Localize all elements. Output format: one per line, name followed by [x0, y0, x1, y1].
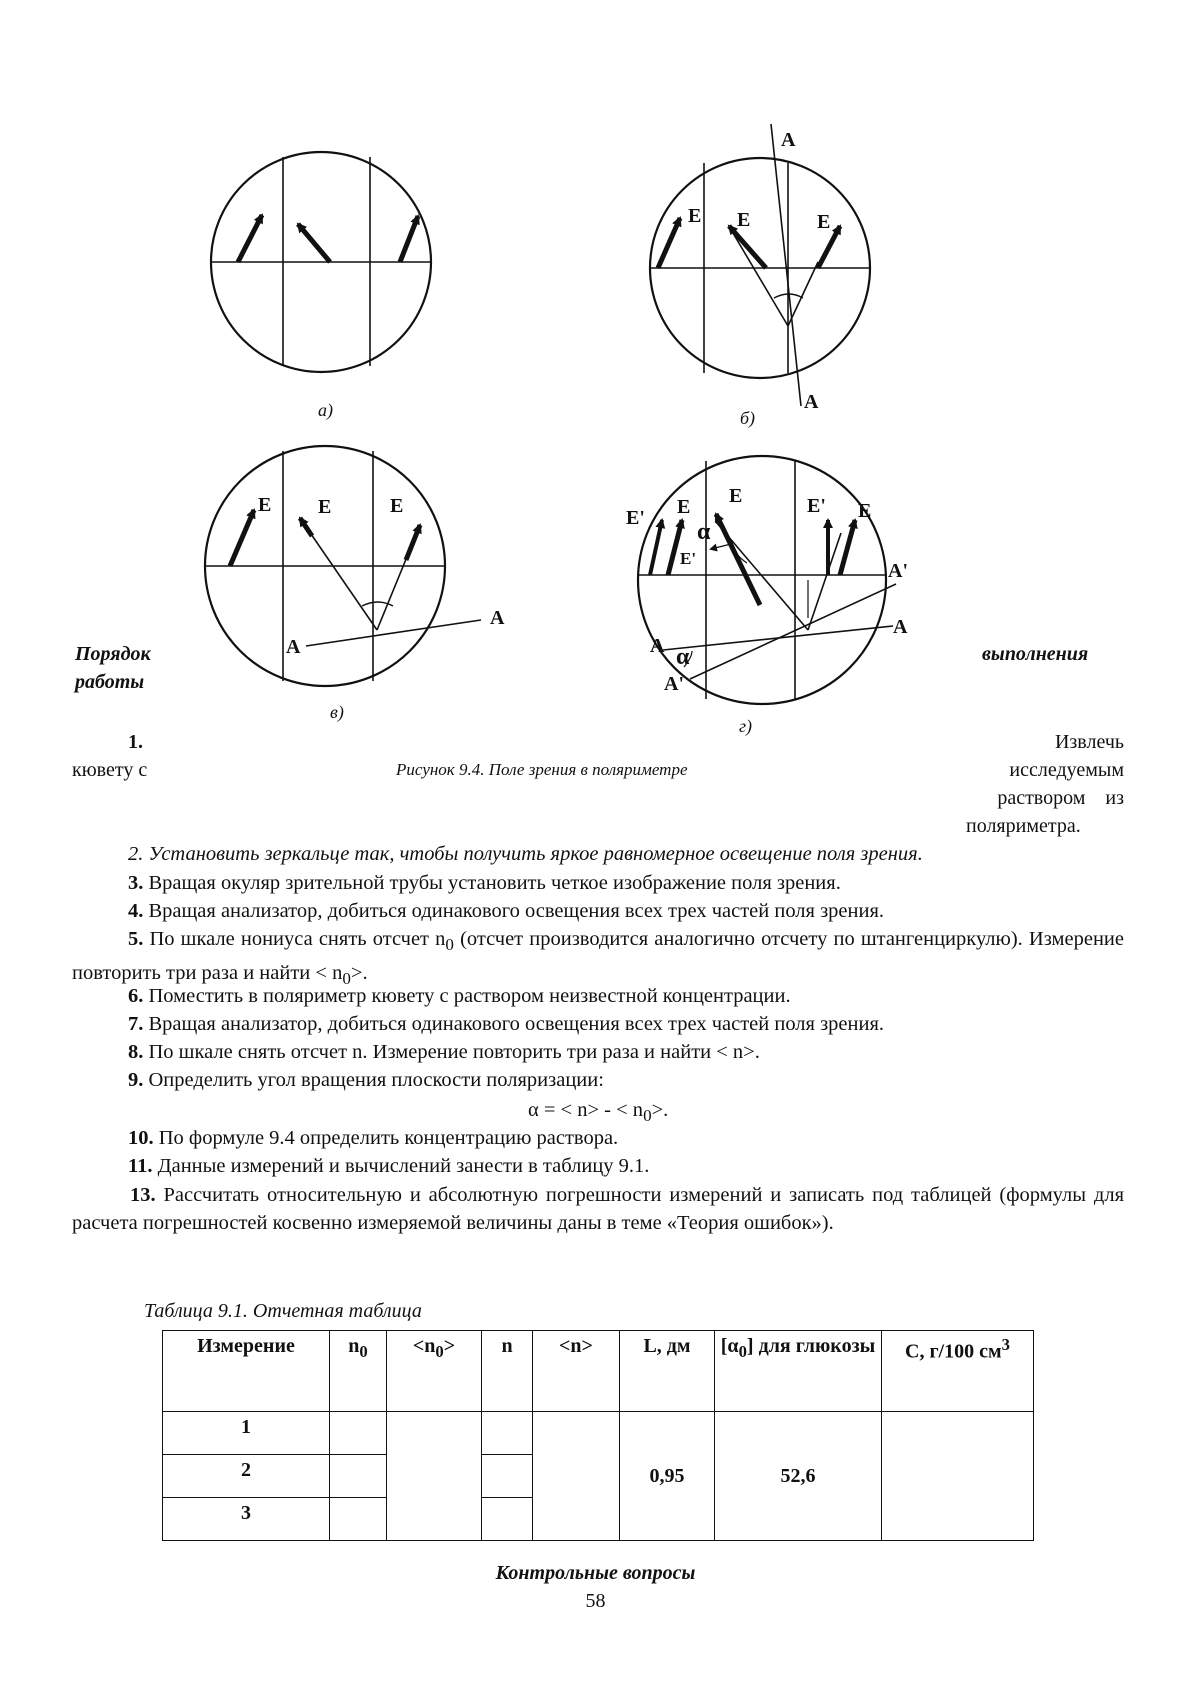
step2: 2. Установить зеркальце так, чтобы получить яркое равномерное освещение поля зрения.	[128, 843, 923, 865]
cell-n0-2	[330, 1455, 387, 1498]
fig-g-label-a-right: A	[893, 616, 908, 638]
fig-caption-g: г)	[739, 716, 753, 736]
cell-n-3	[482, 1498, 533, 1541]
report-table	[162, 1330, 1034, 1541]
cell-l: 0,95	[620, 1412, 715, 1541]
fig-v-label-e1: E	[258, 494, 272, 516]
header-mean-n: <n>	[533, 1331, 620, 1412]
fig-g-label-e3: E	[858, 500, 872, 522]
cell-mean-n	[533, 1412, 620, 1541]
panel-a	[211, 152, 431, 372]
step10: 10. По формуле 9.4 определить концентрацию раствора.	[128, 1127, 619, 1149]
formula-alpha: α = < n> - < $n_0>$.	[528, 1099, 669, 1126]
step1-left: кювету с	[72, 759, 148, 781]
fig-v-label-a-right: A	[490, 607, 505, 629]
fig-v-label-e2: E	[318, 496, 332, 518]
header-n: n	[482, 1331, 533, 1412]
step1-right-1: Извлечь	[1054, 731, 1124, 753]
header-alpha0: $[\alpha_0]$ для глюкозы	[715, 1331, 882, 1412]
step1-right-3: раствором из	[997, 787, 1124, 809]
step8: 8. По шкале снять отсчет n. Измерение повторить три раза и найти < n>.	[128, 1041, 760, 1063]
fig-g-label-a-prime-left: A'	[664, 673, 684, 695]
table-title: Таблица 9.1. Отчетная таблица	[144, 1300, 422, 1322]
fig-g-label-e-prime3: E'	[680, 549, 697, 568]
fig-g-label-e-prime2: E'	[807, 495, 826, 517]
header-measurement: Измерение	[163, 1331, 330, 1412]
step4: 4. Вращая анализатор, добиться одинакового освещения всех трех частей поля зрения.	[128, 900, 885, 922]
page-number: 58	[585, 1590, 606, 1612]
step6: 6. Поместить в поляриметр кювету с раствором неизвестной концентрации.	[128, 985, 791, 1007]
row-label-2: 2	[163, 1455, 330, 1498]
cell-c	[882, 1412, 1034, 1541]
step3: 3. Вращая окуляр зрительной трубы установить четкое изображение поля зрения.	[128, 872, 841, 894]
cell-n-1	[482, 1412, 533, 1455]
fig-g-label-a-prime-right: A'	[888, 560, 908, 582]
step1-right-4: поляриметра.	[966, 815, 1081, 837]
step5: 5. По шкале нониуса снять отсчет $n_0$ (отсчет производится аналогично отсчету по штангенциркулю). Измерение повторить три раза и найти < $n_0>$.	[72, 928, 1124, 989]
row-label-1: 1	[163, 1412, 330, 1455]
fig-b-label-e3: E	[817, 211, 831, 233]
fig-v-label-a-left: A	[286, 636, 301, 658]
procedure-heading-left: Порядок	[75, 643, 151, 665]
header-n0: $n_0$	[330, 1331, 387, 1412]
panel-v	[205, 446, 481, 686]
step1-number: 1.	[128, 731, 143, 753]
fig-caption-a: а)	[318, 400, 333, 420]
cell-n0-1	[330, 1412, 387, 1455]
table-header-row	[163, 1331, 1034, 1412]
header-l: L, дм	[620, 1331, 715, 1412]
row-label-3: 3	[163, 1498, 330, 1541]
step13: 13. Рассчитать относительную и абсолютную погрешности измерений и записать под таблицей (формулы для расчета погрешностей косвенно измеряемой величины даны в теме «Теория ошибок»).	[72, 1184, 1124, 1234]
fig-b-label-e2: E	[737, 209, 751, 231]
fig-caption-b: б)	[740, 408, 756, 428]
fig-g-alpha-top: α	[697, 519, 711, 545]
cell-n0-3	[330, 1498, 387, 1541]
control-questions-heading: Контрольные вопросы	[495, 1562, 696, 1584]
header-mean-n0: $<n_0>$	[387, 1331, 482, 1412]
fig-b-label-a-top: A	[781, 129, 796, 151]
fig-g-alpha-bottom: α	[676, 644, 690, 670]
step11: 11. Данные измерений и вычислений занести в таблицу 9.1.	[128, 1155, 650, 1177]
procedure-heading-right: выполнения	[982, 643, 1089, 665]
fig-g-label-e1: E	[677, 496, 691, 518]
fig-g-label-e-prime1: E'	[626, 507, 645, 529]
table-row	[163, 1412, 1034, 1455]
header-c: C, г/100 $см^3$	[882, 1331, 1034, 1412]
cell-alpha0: 52,6	[715, 1412, 882, 1541]
fig-caption-v: в)	[330, 702, 344, 722]
cell-mean-n0	[387, 1412, 482, 1541]
procedure-heading-left2: работы	[75, 671, 145, 693]
cell-n-2	[482, 1455, 533, 1498]
fig-g-label-e2: E	[729, 485, 743, 507]
step1-right-2: исследуемым	[1009, 759, 1124, 781]
step7: 7. Вращая анализатор, добиться одинакового освещения всех трех частей поля зрения.	[128, 1013, 885, 1035]
fig-g-label-a-left: A	[650, 635, 665, 657]
fig-v-label-e3: E	[390, 495, 404, 517]
fig-b-label-a-bottom: A	[804, 391, 819, 413]
figure-caption: Рисунок 9.4. Поле зрения в поляриметре	[396, 760, 688, 779]
fig-b-label-e1: E	[688, 205, 702, 227]
step9: 9. Определить угол вращения плоскости поляризации:	[128, 1069, 604, 1091]
panel-b	[650, 124, 870, 406]
